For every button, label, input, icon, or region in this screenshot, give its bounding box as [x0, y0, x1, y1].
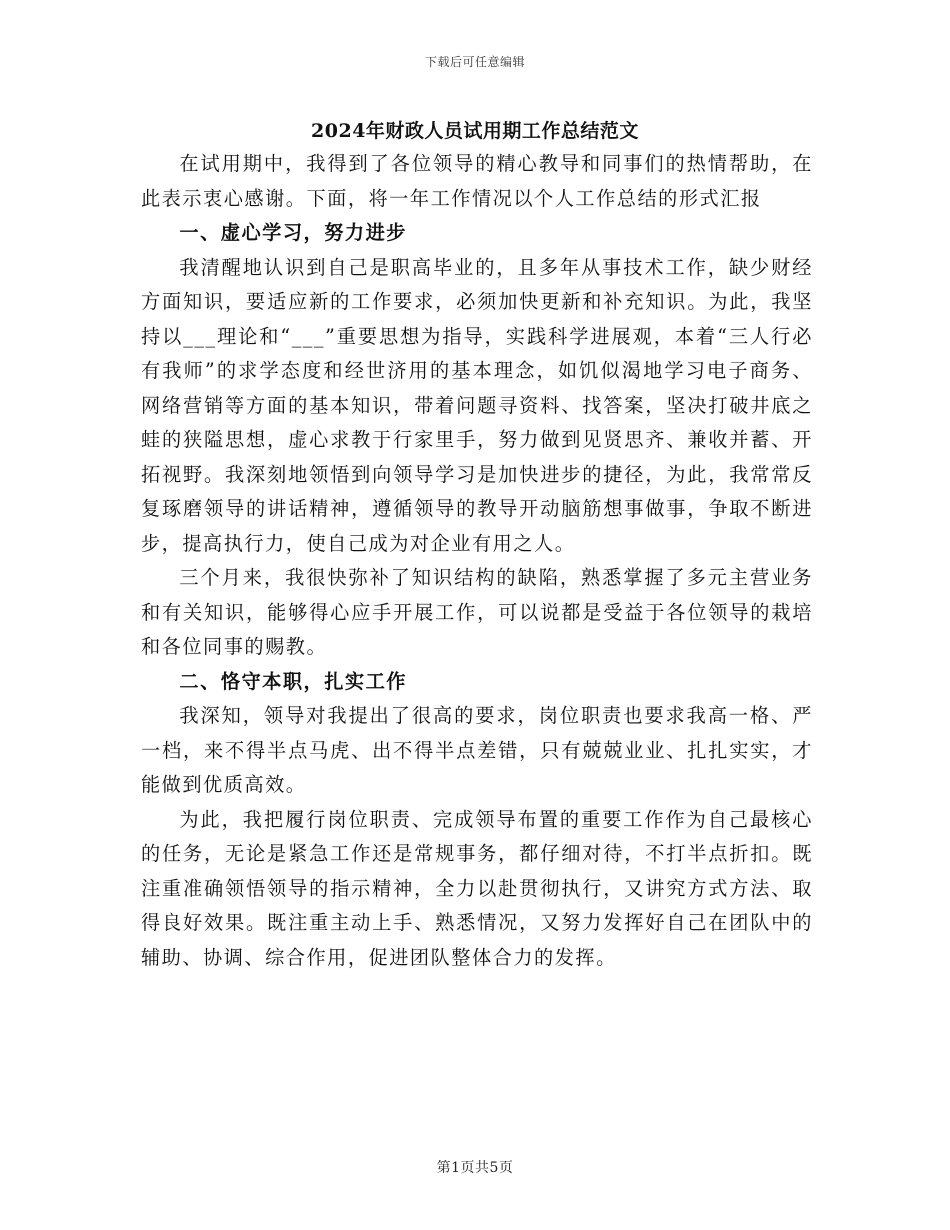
document-body — [141, 147, 813, 975]
section2-paragraph-2: 为此，我把履行岗位职责、完成领导布置的重要工作作为自己最核心的任务，无论是紧急工作还是常规事务，都仔细对待，不打半点折扣。既注重准确领悟领导的指示精神，全力以赴贯彻执行，又讲究方式方法、取得良好效果。既注重主动上手、熟悉情况，又努力发挥好自己在团队中的辅助、协调、综合作用，促进团队整体合力的发挥。 — [141, 807, 813, 969]
intro-paragraph: 在试用期中，我得到了各位领导的精心教导和同事们的热情帮助，在此表示衷心感谢。下面，将一年工作情况以个人工作总结的形式汇报 — [141, 152, 813, 210]
section-heading-1: 一、虚心学习，努力进步 — [179, 221, 407, 244]
section-heading-2: 二、恪守本职，扎实工作 — [179, 669, 407, 693]
page-header: 下载后可任意编辑 — [424, 55, 525, 69]
section1-paragraph-1: 我清醒地认识到自己是职高毕业的，且多年从事技术工作，缺少财经方面知识，要适应新的工作要求，必须加快更新和补充知识。为此，我坚持以___理论和“___”重要思想为指导，实践科学进展观，本着“三人行必有我师”的求学态度和经世济用的基本理念，如饥似渴地学习电子商务、网络营销等方面的基本知识，带着问题寻资料、找答案，坚决打破井底之蛙的狭隘思想，虚心求教于行家里手，努力做到见贤思齐、兼收并蓄、开拓视野。我深刻地领悟到向领导学习是加快进步的捷径，为此，我常常反复琢磨领导的讲话精神，遵循领导的教导开动脑筋想事做事，争取不断进步，提高执行力，使自己成为对企业有用之人。 — [141, 255, 813, 555]
page-footer: 第1页共5页 — [436, 1160, 514, 1176]
section2-paragraph-1: 我深知，领导对我提出了很高的要求，岗位职责也要求我高一格、严一档，来不得半点马虎、出不得半点差错，只有兢兢业业、扎扎实实，才能做到优质高效。 — [141, 704, 813, 796]
document-title: 2024年财政人员试用期工作总结范文 — [311, 120, 639, 142]
section1-paragraph-2: 三个月来，我很快弥补了知识结构的缺陷，熟悉掌握了多元主营业务和有关知识，能够得心应手开展工作，可以说都是受益于各位领导的栽培和各位同事的赐教。 — [141, 566, 813, 658]
